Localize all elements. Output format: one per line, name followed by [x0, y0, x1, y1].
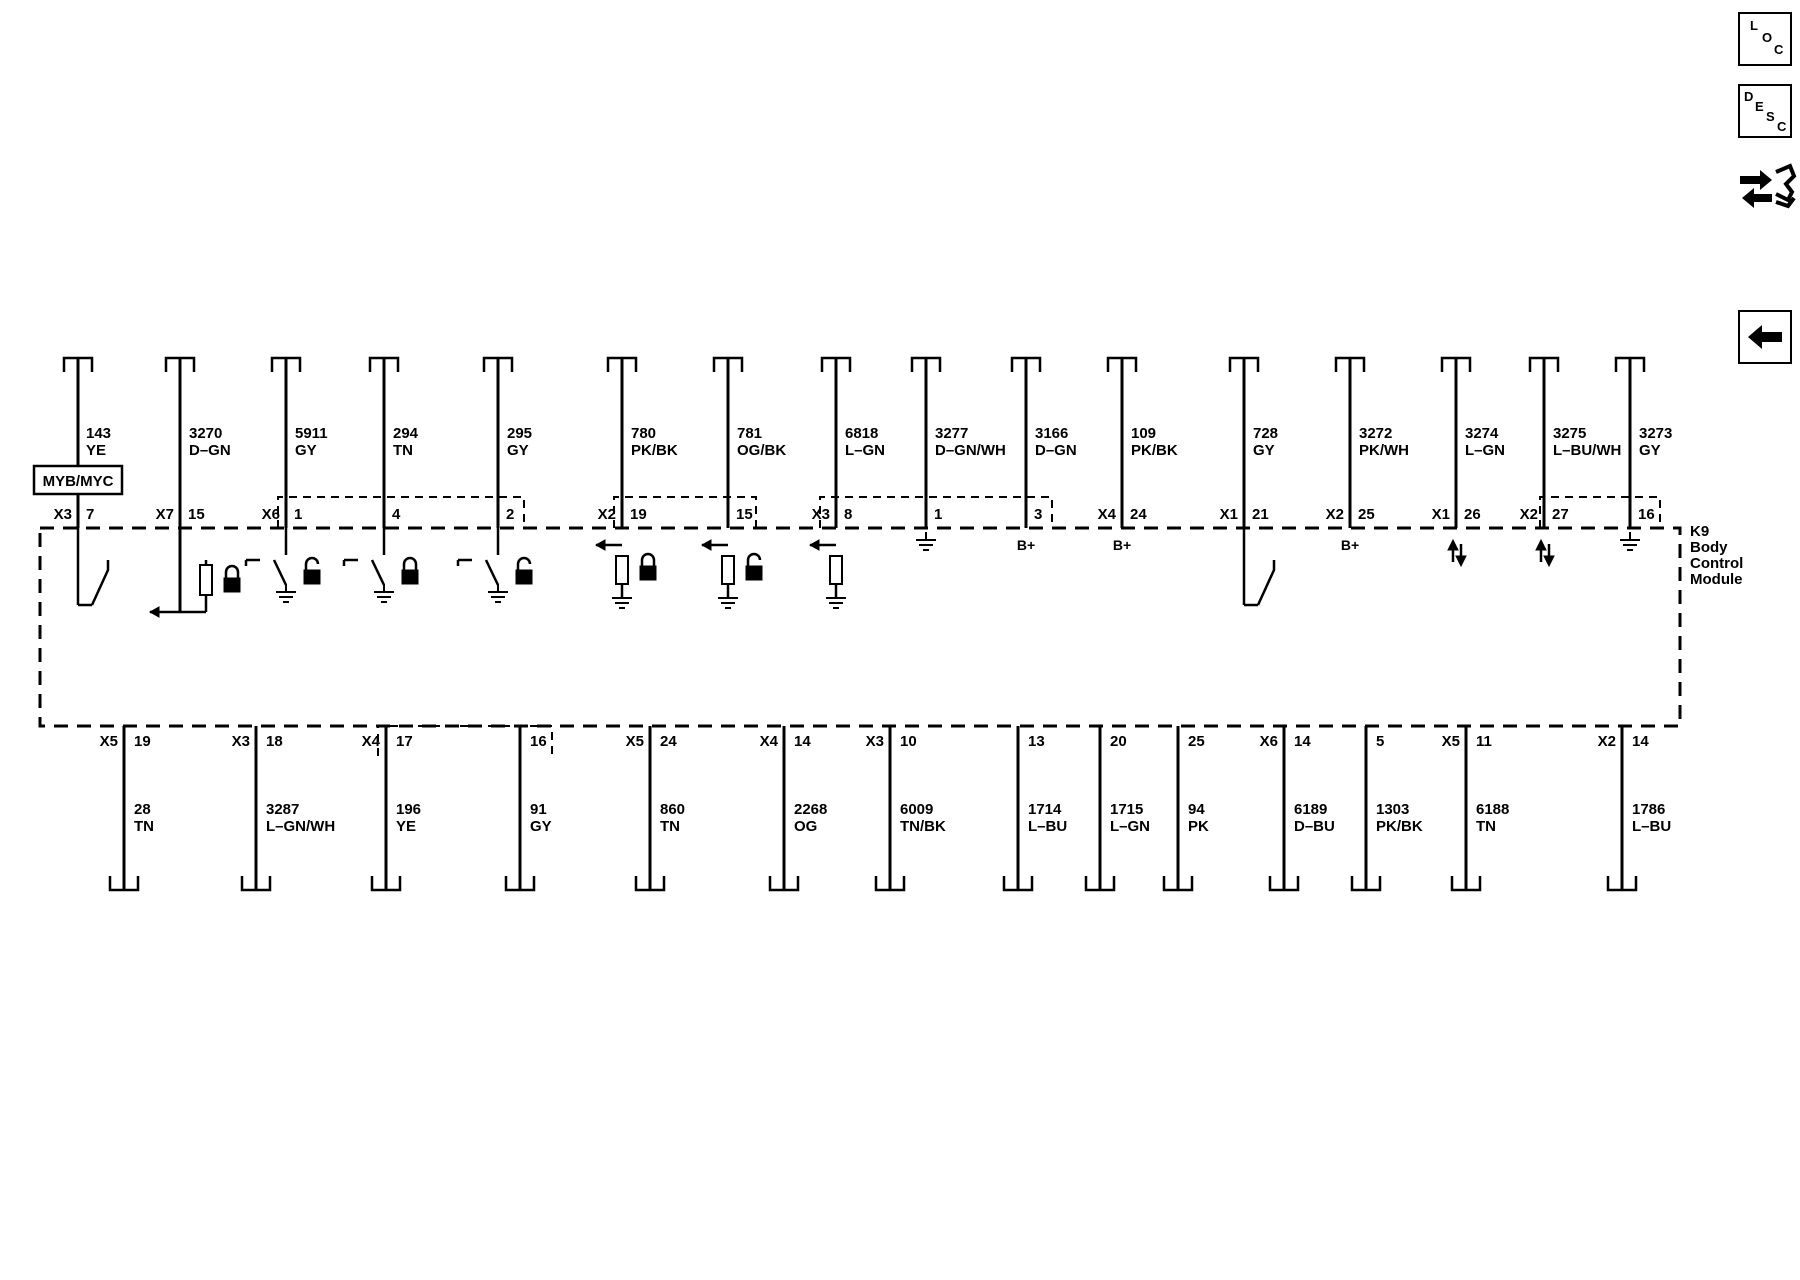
pin-number: 10 [900, 733, 917, 750]
locked-icon [640, 566, 656, 580]
unlocked-icon [306, 558, 318, 570]
power-label: B+ [1340, 537, 1360, 553]
wire-color: PK/BK [1376, 818, 1423, 835]
connector-id: X3 [231, 733, 250, 750]
circuit-number: 295 [507, 425, 533, 442]
data-arrow [1536, 540, 1546, 550]
circuit-number: 196 [396, 801, 422, 818]
power-label: B+ [1016, 537, 1036, 553]
pin-number: 14 [1632, 733, 1649, 750]
pin-number: 27 [1552, 506, 1569, 523]
pin-number: 7 [86, 506, 95, 523]
wire-color: OG/BK [737, 442, 787, 459]
connector-id: X2 [1597, 733, 1616, 750]
connector-id: X2 [1519, 506, 1538, 523]
module-name-line: Body [1690, 539, 1728, 556]
module-name-line: Module [1690, 571, 1743, 588]
resistor [830, 556, 842, 584]
wire-color: D–GN/WH [935, 442, 1006, 459]
pin-number: 14 [1294, 733, 1311, 750]
power-label: B+ [1112, 537, 1132, 553]
circuit-number: 1715 [1110, 801, 1144, 818]
locked-icon [404, 558, 416, 570]
pin-number: 25 [1188, 733, 1205, 750]
circuit-number: 91 [530, 801, 547, 818]
connector-id: X7 [155, 506, 174, 523]
unlocked-icon [518, 558, 530, 570]
pin-number: 20 [1110, 733, 1127, 750]
module-name-line: K9 [1690, 523, 1710, 540]
wire-color: TN [660, 818, 680, 835]
switch-contact [92, 560, 108, 605]
wire-color: D–GN [1035, 442, 1077, 459]
connector-id: X1 [1431, 506, 1450, 523]
wire-color: YE [86, 442, 107, 459]
circuit-number: 5911 [295, 425, 328, 442]
circuit-number: 3166 [1035, 425, 1069, 442]
circuit-number: 781 [737, 425, 763, 442]
location-button[interactable] [1738, 12, 1792, 66]
wire-color: GY [1253, 442, 1275, 459]
wire-color: GY [1639, 442, 1661, 459]
wire-color: L–GN [845, 442, 886, 459]
arrow-head [150, 607, 159, 617]
locked-icon [642, 554, 654, 566]
circuit-number: 6188 [1476, 801, 1510, 818]
switch-contact [486, 560, 498, 585]
pin-number: 1 [934, 506, 943, 523]
pin-number: 16 [1638, 506, 1655, 523]
circuit-number: 2268 [794, 801, 828, 818]
desc-letter-s: S [1766, 109, 1775, 124]
pin-number: 21 [1252, 506, 1269, 523]
pin-number: 13 [1028, 733, 1045, 750]
pin-number: 16 [530, 733, 547, 750]
pin-number: 8 [844, 506, 853, 523]
arrow-left-icon [1740, 312, 1790, 362]
connector-id: X3 [53, 506, 72, 523]
pin-number: 19 [630, 506, 647, 523]
wire-color: L–GN [1465, 442, 1506, 459]
pin-number: 18 [266, 733, 283, 750]
pin-number: 15 [188, 506, 205, 523]
wire-color: GY [530, 818, 552, 835]
arrow-head [810, 540, 819, 550]
pin-number: 5 [1376, 733, 1385, 750]
connector-id: X3 [865, 733, 884, 750]
circuit-number: 143 [86, 425, 112, 442]
wire-color: TN [1476, 818, 1496, 835]
connector-id: X4 [1097, 506, 1116, 523]
wire-color: OG [794, 818, 818, 835]
wire-color: TN [134, 818, 154, 835]
wire-color: L–BU [1632, 818, 1672, 835]
loc-letter-o: O [1762, 30, 1773, 45]
connector-id: X6 [261, 506, 280, 523]
wire-color: PK/BK [1131, 442, 1178, 459]
wire-color: GY [295, 442, 317, 459]
circuit-number: 3270 [189, 425, 223, 442]
circuit-number: 728 [1253, 425, 1279, 442]
unlocked-icon [746, 566, 762, 580]
arrow-head [596, 540, 605, 550]
wire-color: L–BU [1028, 818, 1068, 835]
unlocked-icon [516, 570, 532, 584]
wire-color: PK [1188, 818, 1209, 835]
connector-group [278, 497, 524, 528]
wire-color: L–GN [1110, 818, 1151, 835]
pin-number: 11 [1476, 733, 1492, 750]
wire-color: GY [507, 442, 529, 459]
locked-icon [226, 566, 238, 578]
connector-id: X2 [1325, 506, 1344, 523]
circuit-number: 1714 [1028, 801, 1062, 818]
unlocked-icon [748, 554, 760, 566]
pin-number: 17 [396, 733, 413, 750]
connector-end-view-button[interactable] [1736, 158, 1798, 220]
locked-icon [402, 570, 418, 584]
circuit-number: 3272 [1359, 425, 1393, 442]
desc-letter-d: D [1744, 89, 1754, 104]
data-arrow [1448, 540, 1458, 550]
circuit-number: 294 [393, 425, 419, 442]
loc-letter-c: C [1774, 42, 1784, 57]
connector-id: X4 [759, 733, 778, 750]
circuit-number: 3275 [1553, 425, 1587, 442]
wire-color: TN [393, 442, 413, 459]
pin-number: 3 [1034, 506, 1043, 523]
circuit-number: 3274 [1465, 425, 1499, 442]
module-outline [40, 528, 1680, 726]
pin-number: 25 [1358, 506, 1375, 523]
wire-color: L–GN/WH [266, 818, 336, 835]
wire-color: L–BU/WH [1553, 442, 1622, 459]
circuit-number: 6189 [1294, 801, 1328, 818]
pin-number: 26 [1464, 506, 1481, 523]
circuit-number: 3273 [1639, 425, 1673, 442]
switch-contact [274, 560, 286, 585]
circuit-number: 94 [1188, 801, 1205, 818]
data-arrow [1456, 556, 1466, 566]
connector-id: X1 [1219, 506, 1238, 523]
connector-id: X5 [1441, 733, 1460, 750]
desc-letter-c: C [1777, 119, 1787, 134]
loc-letter-l: L [1750, 18, 1758, 33]
pin-number: 19 [134, 733, 151, 750]
pin-number: 24 [1130, 506, 1147, 523]
unlocked-icon [304, 570, 320, 584]
desc-letter-e: E [1755, 99, 1764, 114]
pin-number: 24 [660, 733, 677, 750]
pin-number: 14 [794, 733, 811, 750]
resistor [616, 556, 628, 584]
wire-color: PK/BK [631, 442, 678, 459]
connector-id: X5 [99, 733, 118, 750]
arrow-head [702, 540, 711, 550]
wire-color: PK/WH [1359, 442, 1409, 459]
connector-id: X3 [811, 506, 830, 523]
pin-number: 15 [736, 506, 753, 523]
circuit-number: 6009 [900, 801, 934, 818]
back-button[interactable] [1738, 310, 1792, 364]
circuit-number: 6818 [845, 425, 879, 442]
wire-color: D–GN [189, 442, 231, 459]
wire-color: YE [396, 818, 417, 835]
circuit-number: 1786 [1632, 801, 1666, 818]
data-arrow [1544, 556, 1554, 566]
resistor [722, 556, 734, 584]
wire-color: D–BU [1294, 818, 1335, 835]
connector-end-view-icon [1736, 158, 1798, 220]
circuit-number: 109 [1131, 425, 1157, 442]
switch-contact [1258, 560, 1274, 605]
pin-number: 2 [506, 506, 515, 523]
circuit-number: 3277 [935, 425, 969, 442]
pin-number: 4 [392, 506, 401, 523]
locked-icon [224, 578, 240, 592]
circuit-number: 3287 [266, 801, 300, 818]
wire-color: TN/BK [900, 818, 946, 835]
switch-contact [372, 560, 384, 585]
module-name-line: Control [1690, 555, 1744, 572]
connector-id: X4 [361, 733, 380, 750]
circuit-number: 860 [660, 801, 686, 818]
circuit-number: 1303 [1376, 801, 1410, 818]
pin-number: 1 [294, 506, 303, 523]
description-button[interactable] [1738, 84, 1792, 138]
circuit-number: 28 [134, 801, 151, 818]
connector-id: X6 [1259, 733, 1278, 750]
connector-id: X5 [625, 733, 644, 750]
connector-id: X2 [597, 506, 616, 523]
circuit-number: 780 [631, 425, 657, 442]
option-box-label: MYB/MYC [42, 473, 114, 490]
resistor [200, 565, 212, 595]
